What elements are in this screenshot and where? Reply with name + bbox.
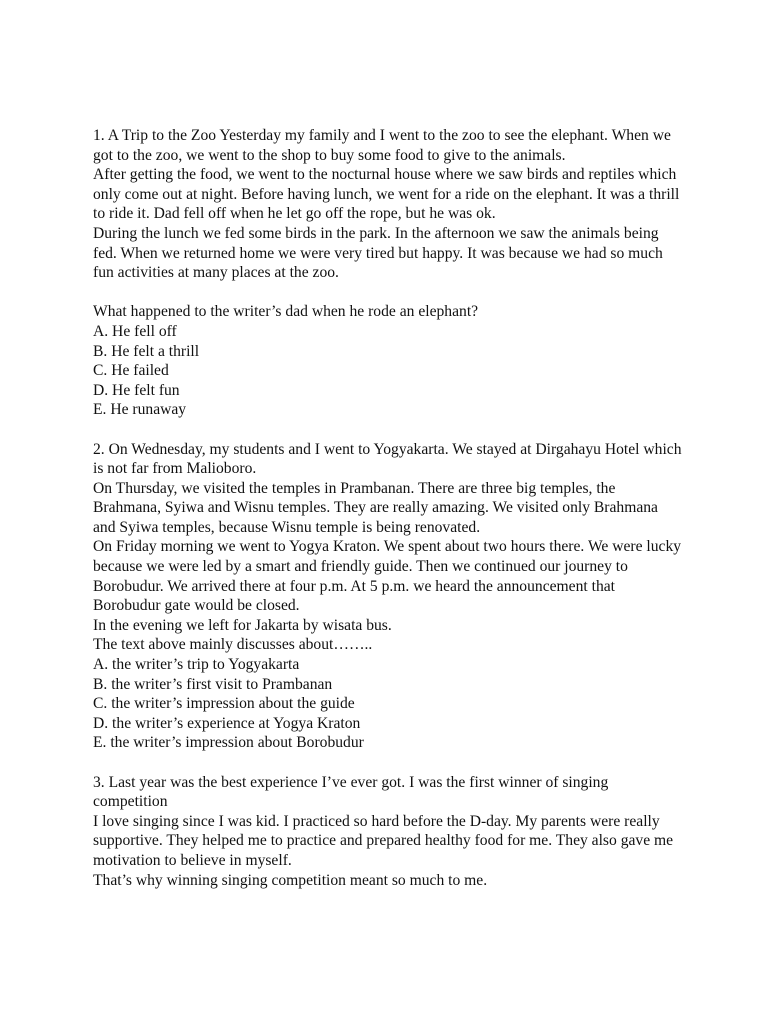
paragraph: 2. On Wednesday, my students and I went to Yogyakarta. We stayed at Dirgahayu Hotel which is not far from Malioboro. [93,440,682,478]
answer-option: C. the writer’s impression about the guide [93,695,355,713]
paragraph: On Thursday, we visited the temples in Prambanan. There are three big temples, the Brahmana, Syiwa and Wisnu temples. They are really amazing. We visited only Brahmana and Syiwa temples, because Wisnu temple is being renovated. [93,479,658,536]
paragraph: On Friday morning we went to Yogya Kraton. We spent about two hours there. We were lucky because we were led by a smart and friendly guide. Then we continued our journey to Borobudur. We arrived there at four p.m. At 5 p.m. we heard the announcement that Borobudur gate would be closed. [93,538,682,615]
passage-2 [93,440,683,636]
paragraph: During the lunch we fed some birds in the park. In the afternoon we saw the animals being fed. When we returned home we were very tired but happy. It was because we had so much fun activities at many places at the zoo. [93,224,663,282]
answer-option: C. He failed [93,362,169,380]
paragraph: After getting the food, we went to the nocturnal house where we saw birds and reptiles which only come out at night. Before having lunch, we went for a ride on the elephant. It was a thrill to ride it. Dad fell off when he let go off the rope, but he was ok. [93,166,680,223]
answer-option: E. the writer’s impression about Borobudur [93,734,364,752]
answer-option: A. the writer’s trip to Yogyakarta [93,656,300,674]
passage-3 [93,773,683,891]
paragraph: 1. A Trip to the Zoo Yesterday my family and I went to the zoo to see the elephant. When we got to the zoo, we went to the shop to buy some food to give to the animals. [93,127,671,164]
question-text: What happened to the writer’s dad when he rode an elephant? [93,303,479,321]
document-page [93,126,683,890]
answer-option: A. He fell off [93,322,177,340]
paragraph: I love singing since I was kid. I practiced so hard before the D-day. My parents were really supportive. They helped me to practice and prepared healthy food for me. They also gave me motivation to believe in myself. [93,812,674,869]
answer-option: E. He runaway [93,401,187,419]
answer-option: D. He felt fun [93,381,180,399]
question-1 [93,302,683,420]
answer-option: D. the writer’s experience at Yogya Kraton [93,714,361,732]
paragraph: 3. Last year was the best experience I’ve ever got. I was the first winner of singing competition [93,773,609,811]
question-2 [93,635,683,753]
question-text: The text above mainly discusses about…….. [93,636,373,654]
blank-line [93,283,683,303]
answer-option: B. He felt a thrill [93,342,200,360]
blank-line [93,753,683,773]
paragraph: That’s why winning singing competition meant so much to me. [93,871,488,889]
paragraph: In the evening we left for Jakarta by wisata bus. [93,616,392,634]
blank-line [93,420,683,440]
answer-option: B. the writer’s first visit to Prambanan [93,675,333,693]
passage-1 [93,126,683,283]
